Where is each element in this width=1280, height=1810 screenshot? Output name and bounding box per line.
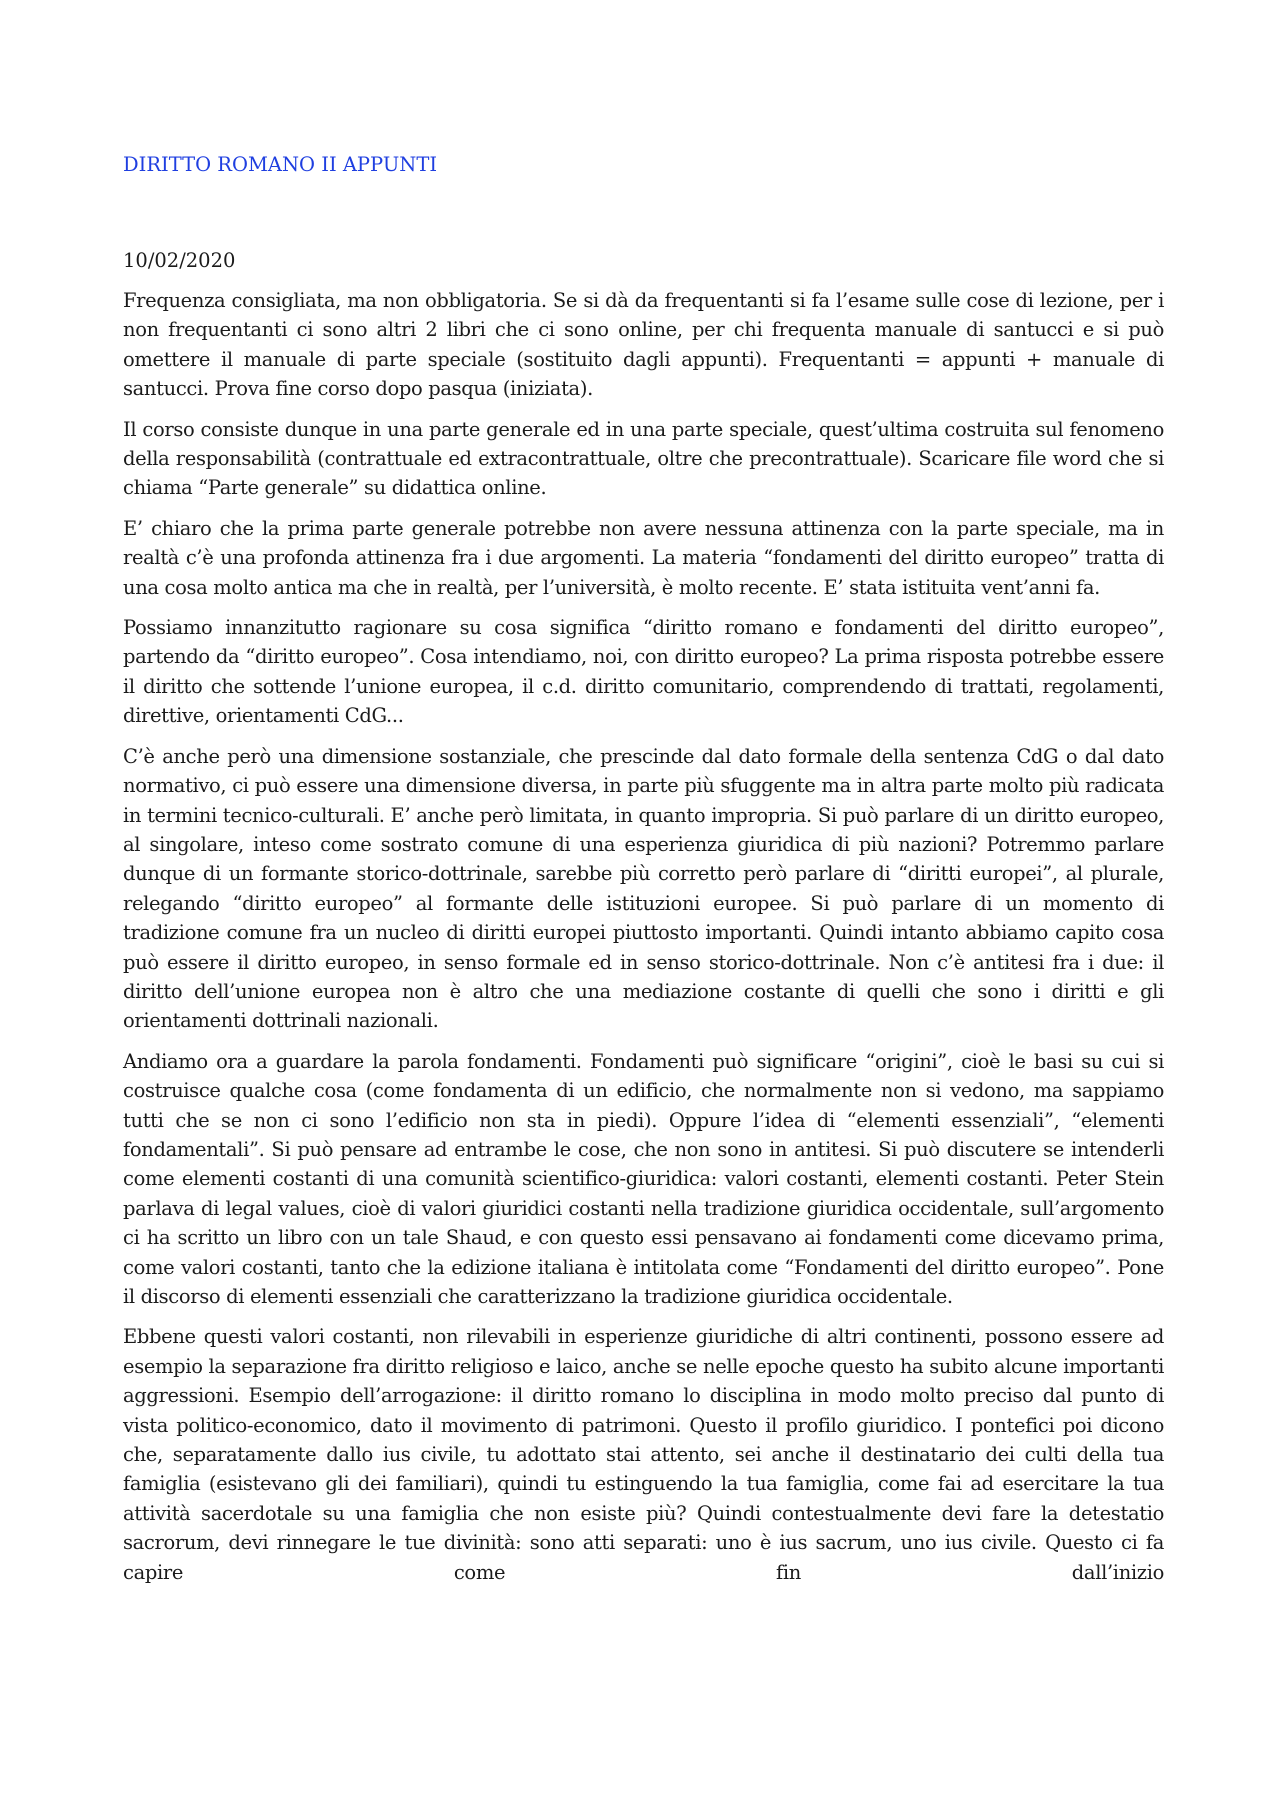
paragraph: Possiamo innanzitutto ragionare su cosa significa “diritto romano e fondamenti del diritto europeo”, partendo da “diritto europeo”. Cosa intendiamo, noi, con diritto europeo? La prima risposta potrebbe essere il diritto che sottende l’unione europea, il c.d. diritto comunitario, comprendendo di trattati, regolamenti, direttive, orientamenti CdG... — [123, 616, 1164, 728]
paragraph: Ebbene questi valori costanti, non rilevabili in esperienze giuridiche di altri continenti, possono essere ad esempio la separazione fra diritto religioso e laico, anche se nelle epoche questo ha subito alcune importanti aggressioni. Esempio dell’arrogazione: il diritto romano lo disciplina in modo molto preciso dal punto di vista politico-economico, dato il movimento di patrimoni. Questo il profilo giuridico. I pontefici poi dicono che, separatamente dallo ius civile, tu adottato stai attento, sei anche il destinatario dei culti della tua famiglia (esistevano gli dei familiari), quindi tu estinguendo la tua famiglia, come fai ad esercitare la tua attività sacerdotale su una famiglia che non esiste più? Quindi contestualmente devi fare la detestatio sacrorum, devi rinnegare le tue divinità: sono atti separati: uno è ius sacrum, uno ius civile. Questo ci fa capire come fin dall’inizio — [123, 1325, 1164, 1584]
document-body — [123, 150, 1164, 1587]
paragraph: C’è anche però una dimensione sostanziale, che prescinde dal dato formale della sentenza CdG o dal dato normativo, ci può essere una dimensione diversa, in parte più sfuggente ma in altra parte molto più radicata in termini tecnico-culturali. E’ anche però limitata, in quanto impropria. Si può parlare di un diritto europeo, al singolare, inteso come sostrato comune di una esperienza giuridica di più nazioni? Potremmo parlare dunque di un formante storico-dottrinale, sarebbe più corretto però parlare di “diritti europei”, al plurale, relegando “diritto europeo” al formante delle istituzioni europee. Si può parlare di un momento di tradizione comune fra un nucleo di diritti europei piuttosto importanti. Quindi intanto abbiamo capito cosa può essere il diritto europeo, in senso formale ed in senso storico-dottrinale. Non c’è antitesi fra i due: il diritto dell’unione europea non è altro che una mediazione costante di quelli che sono i diritti e gli orientamenti dottrinali nazionali. — [123, 744, 1164, 1033]
paragraph-list — [123, 286, 1164, 1587]
lecture-date: 10/02/2020 — [123, 249, 236, 272]
paragraph: Frequenza consigliata, ma non obbligatoria. Se si dà da frequentanti si fa l’esame sulle cose di lezione, per i non frequentanti ci sono altri 2 libri che ci sono online, per chi frequenta manuale di santucci e si può omettere il manuale di parte speciale (sostituito dagli appunti). Frequentanti = appunti + manuale di santucci. Prova fine corso dopo pasqua (iniziata). — [123, 289, 1164, 401]
paragraph: Andiamo ora a guardare la parola fondamenti. Fondamenti può significare “origini”, cioè le basi su cui si costruisce qualche cosa (come fondamenta di un edificio, che normalmente non si vedono, ma sappiamo tutti che se non ci sono l’edificio non sta in piedi). Oppure l’idea di “elementi essenziali”, “elementi fondamentali”. Si può pensare ad entrambe le cose, che non sono in antitesi. Si può discutere se intenderli come elementi costanti di una comunità scientifico-giuridica: valori costanti, elementi costanti. Peter Stein parlava di legal values, cioè di valori giuridici costanti nella tradizione giuridica occidentale, sull’argomento ci ha scritto un libro con un tale Shaud, e con questo essi pensavano ai fondamenti come dicevamo prima, come valori costanti, tanto che la edizione italiana è intitolata come “Fondamenti del diritto europeo”. Pone il discorso di elementi essenziali che caratterizzano la tradizione giuridica occidentale. — [123, 1049, 1164, 1308]
document-title: DIRITTO ROMANO II APPUNTI — [123, 153, 438, 176]
paragraph: E’ chiaro che la prima parte generale potrebbe non avere nessuna attinenza con la parte speciale, ma in realtà c’è una profonda attinenza fra i due argomenti. La materia “fondamenti del diritto europeo” tratta di una cosa molto antica ma che in realtà, per l’università, è molto recente. E’ stata istituita vent’anni fa. — [123, 516, 1164, 599]
paragraph: Il corso consiste dunque in una parte generale ed in una parte speciale, quest’ultima costruita sul fenomeno della responsabilità (contrattuale ed extracontrattuale, oltre che precontrattuale). Scaricare file word che si chiama “Parte generale” su didattica online. — [123, 417, 1164, 500]
